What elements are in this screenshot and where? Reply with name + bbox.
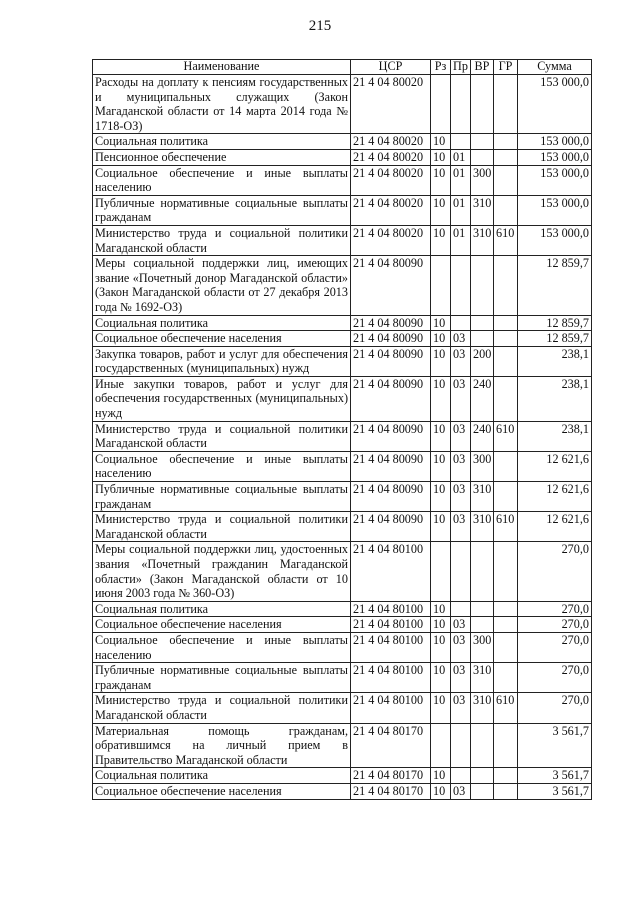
cell-pr: 01 [451, 225, 471, 255]
cell-vr [471, 149, 494, 165]
table-row [93, 331, 592, 347]
cell-csr: 21 4 04 80100 [351, 663, 431, 693]
cell-sum: 153 000,0 [518, 134, 592, 150]
cell-name: Министерство труда и социальной политики Магаданской области [93, 225, 351, 255]
cell-name: Социальная политика [93, 601, 351, 617]
cell-pr: 03 [451, 421, 471, 451]
cell-sum: 270,0 [518, 663, 592, 693]
cell-vr: 310 [471, 512, 494, 542]
cell-vr: 300 [471, 451, 494, 481]
cell-pr: 03 [451, 346, 471, 376]
table-row [93, 451, 592, 481]
cell-name: Публичные нормативные социальные выплаты гражданам [93, 482, 351, 512]
cell-pr: 01 [451, 195, 471, 225]
cell-csr: 21 4 04 80100 [351, 617, 431, 633]
table-row [93, 149, 592, 165]
cell-name: Социальное обеспечение населения [93, 331, 351, 347]
cell-rz [431, 256, 451, 315]
cell-rz [431, 75, 451, 134]
cell-pr: 03 [451, 663, 471, 693]
cell-vr: 310 [471, 482, 494, 512]
cell-gr: 610 [494, 421, 518, 451]
cell-csr: 21 4 04 80100 [351, 693, 431, 723]
cell-rz: 10 [431, 482, 451, 512]
cell-rz: 10 [431, 376, 451, 421]
cell-sum: 270,0 [518, 542, 592, 601]
cell-name: Публичные нормативные социальные выплаты гражданам [93, 195, 351, 225]
cell-gr [494, 315, 518, 331]
header-name: Наименование [93, 60, 351, 75]
cell-sum: 238,1 [518, 376, 592, 421]
cell-sum: 270,0 [518, 693, 592, 723]
cell-rz: 10 [431, 331, 451, 347]
cell-sum: 12 621,6 [518, 482, 592, 512]
table-row [93, 134, 592, 150]
cell-csr: 21 4 04 80020 [351, 149, 431, 165]
table-row [93, 195, 592, 225]
cell-vr: 200 [471, 346, 494, 376]
cell-vr: 300 [471, 165, 494, 195]
cell-pr: 03 [451, 331, 471, 347]
cell-rz: 10 [431, 134, 451, 150]
cell-csr: 21 4 04 80020 [351, 134, 431, 150]
cell-pr: 01 [451, 149, 471, 165]
cell-vr: 310 [471, 195, 494, 225]
cell-gr [494, 451, 518, 481]
table-row [93, 632, 592, 662]
cell-rz: 10 [431, 601, 451, 617]
cell-sum: 270,0 [518, 617, 592, 633]
cell-name: Меры социальной поддержки лиц, имеющих звание «Почетный донор Магаданской области» (Закон Магаданской области от 27 декабря 2013 года № 1692-ОЗ) [93, 256, 351, 315]
cell-pr [451, 768, 471, 784]
cell-csr: 21 4 04 80090 [351, 512, 431, 542]
cell-vr [471, 768, 494, 784]
cell-pr: 01 [451, 165, 471, 195]
table-row [93, 482, 592, 512]
cell-sum: 153 000,0 [518, 149, 592, 165]
cell-sum: 12 859,7 [518, 331, 592, 347]
table-row [93, 663, 592, 693]
cell-rz [431, 542, 451, 601]
cell-pr: 03 [451, 783, 471, 799]
cell-gr [494, 331, 518, 347]
cell-csr: 21 4 04 80090 [351, 346, 431, 376]
table-row [93, 346, 592, 376]
cell-csr: 21 4 04 80090 [351, 421, 431, 451]
table-header-row [93, 60, 592, 75]
cell-pr: 03 [451, 376, 471, 421]
header-vr: ВР [471, 60, 494, 75]
cell-rz: 10 [431, 149, 451, 165]
cell-gr [494, 482, 518, 512]
cell-rz: 10 [431, 421, 451, 451]
cell-rz: 10 [431, 632, 451, 662]
cell-rz: 10 [431, 512, 451, 542]
cell-vr [471, 601, 494, 617]
cell-csr: 21 4 04 80090 [351, 376, 431, 421]
cell-pr [451, 315, 471, 331]
cell-csr: 21 4 04 80170 [351, 723, 431, 768]
cell-csr: 21 4 04 80020 [351, 225, 431, 255]
cell-gr [494, 134, 518, 150]
table-row [93, 693, 592, 723]
cell-pr: 03 [451, 632, 471, 662]
cell-gr [494, 723, 518, 768]
cell-vr [471, 75, 494, 134]
cell-name: Материальная помощь гражданам, обратившимся на личный прием в Правительство Магаданской области [93, 723, 351, 768]
cell-gr [494, 617, 518, 633]
table-row [93, 768, 592, 784]
table-row [93, 512, 592, 542]
cell-name: Иные закупки товаров, работ и услуг для обеспечения государственных (муниципальных) нужд [93, 376, 351, 421]
cell-gr [494, 632, 518, 662]
table-row [93, 723, 592, 768]
table-row [93, 225, 592, 255]
cell-pr: 03 [451, 451, 471, 481]
table-row [93, 376, 592, 421]
cell-name: Министерство труда и социальной политики Магаданской области [93, 693, 351, 723]
cell-csr: 21 4 04 80090 [351, 256, 431, 315]
table-row [93, 315, 592, 331]
cell-gr [494, 165, 518, 195]
cell-gr [494, 346, 518, 376]
cell-sum: 153 000,0 [518, 165, 592, 195]
cell-rz: 10 [431, 315, 451, 331]
cell-sum: 238,1 [518, 421, 592, 451]
cell-pr: 03 [451, 512, 471, 542]
header-pr: Пр [451, 60, 471, 75]
header-sum: Сумма [518, 60, 592, 75]
cell-rz: 10 [431, 195, 451, 225]
cell-gr [494, 542, 518, 601]
cell-name: Социальное обеспечение и иные выплаты населению [93, 165, 351, 195]
cell-gr [494, 663, 518, 693]
cell-gr [494, 768, 518, 784]
cell-vr [471, 134, 494, 150]
cell-sum: 3 561,7 [518, 723, 592, 768]
cell-name: Министерство труда и социальной политики Магаданской области [93, 512, 351, 542]
cell-csr: 21 4 04 80100 [351, 632, 431, 662]
cell-sum: 12 859,7 [518, 315, 592, 331]
cell-name: Социальное обеспечение населения [93, 617, 351, 633]
cell-vr [471, 783, 494, 799]
cell-rz: 10 [431, 783, 451, 799]
cell-pr: 03 [451, 482, 471, 512]
cell-rz: 10 [431, 451, 451, 481]
cell-gr [494, 195, 518, 225]
cell-sum: 12 621,6 [518, 451, 592, 481]
cell-vr [471, 256, 494, 315]
cell-pr [451, 75, 471, 134]
cell-name: Министерство труда и социальной политики Магаданской области [93, 421, 351, 451]
cell-name: Социальное обеспечение и иные выплаты населению [93, 451, 351, 481]
cell-gr [494, 256, 518, 315]
cell-vr: 240 [471, 421, 494, 451]
table-row [93, 75, 592, 134]
cell-csr: 21 4 04 80100 [351, 601, 431, 617]
cell-vr: 310 [471, 663, 494, 693]
table-row [93, 256, 592, 315]
cell-gr [494, 376, 518, 421]
cell-pr [451, 723, 471, 768]
cell-pr [451, 256, 471, 315]
cell-name: Пенсионное обеспечение [93, 149, 351, 165]
table-row [93, 542, 592, 601]
header-gr: ГР [494, 60, 518, 75]
cell-csr: 21 4 04 80090 [351, 451, 431, 481]
cell-csr: 21 4 04 80020 [351, 165, 431, 195]
cell-vr: 310 [471, 225, 494, 255]
cell-pr: 03 [451, 693, 471, 723]
cell-pr: 03 [451, 617, 471, 633]
cell-name: Социальная политика [93, 134, 351, 150]
cell-rz: 10 [431, 617, 451, 633]
cell-csr: 21 4 04 80170 [351, 768, 431, 784]
cell-vr: 240 [471, 376, 494, 421]
table-row [93, 165, 592, 195]
cell-gr [494, 783, 518, 799]
cell-name: Публичные нормативные социальные выплаты гражданам [93, 663, 351, 693]
cell-csr: 21 4 04 80020 [351, 75, 431, 134]
cell-rz: 10 [431, 165, 451, 195]
cell-vr: 300 [471, 632, 494, 662]
page-number: 215 [308, 18, 332, 34]
cell-vr: 310 [471, 693, 494, 723]
header-csr: ЦСР [351, 60, 431, 75]
cell-sum: 12 621,6 [518, 512, 592, 542]
cell-name: Социальная политика [93, 315, 351, 331]
cell-vr [471, 331, 494, 347]
cell-rz: 10 [431, 693, 451, 723]
cell-sum: 153 000,0 [518, 75, 592, 134]
cell-csr: 21 4 04 80090 [351, 482, 431, 512]
cell-sum: 153 000,0 [518, 225, 592, 255]
cell-name: Социальная политика [93, 768, 351, 784]
cell-vr [471, 723, 494, 768]
cell-name: Социальное обеспечение населения [93, 783, 351, 799]
cell-gr: 610 [494, 512, 518, 542]
cell-pr [451, 134, 471, 150]
cell-sum: 270,0 [518, 632, 592, 662]
cell-rz: 10 [431, 225, 451, 255]
cell-gr [494, 75, 518, 134]
cell-csr: 21 4 04 80100 [351, 542, 431, 601]
cell-sum: 270,0 [518, 601, 592, 617]
cell-csr: 21 4 04 80090 [351, 315, 431, 331]
table-row [93, 601, 592, 617]
cell-vr [471, 617, 494, 633]
cell-csr: 21 4 04 80170 [351, 783, 431, 799]
table-row [93, 617, 592, 633]
table-row [93, 783, 592, 799]
cell-gr [494, 149, 518, 165]
cell-name: Расходы на доплату к пенсиям государственных и муниципальных служащих (Закон Магаданской области от 14 марта 2014 года № 1718-ОЗ) [93, 75, 351, 134]
cell-rz: 10 [431, 663, 451, 693]
cell-name: Социальное обеспечение и иные выплаты населению [93, 632, 351, 662]
cell-sum: 153 000,0 [518, 195, 592, 225]
cell-csr: 21 4 04 80020 [351, 195, 431, 225]
header-rz: Рз [431, 60, 451, 75]
cell-sum: 3 561,7 [518, 783, 592, 799]
cell-rz: 10 [431, 346, 451, 376]
cell-sum: 238,1 [518, 346, 592, 376]
cell-pr [451, 601, 471, 617]
cell-gr: 610 [494, 225, 518, 255]
cell-sum: 12 859,7 [518, 256, 592, 315]
cell-name: Закупка товаров, работ и услуг для обеспечения государственных (муниципальных) нужд [93, 346, 351, 376]
cell-vr [471, 542, 494, 601]
cell-gr [494, 601, 518, 617]
cell-vr [471, 315, 494, 331]
cell-sum: 3 561,7 [518, 768, 592, 784]
budget-table [92, 59, 592, 800]
table-row [93, 421, 592, 451]
cell-rz [431, 723, 451, 768]
cell-gr: 610 [494, 693, 518, 723]
cell-name: Меры социальной поддержки лиц, удостоенных звания «Почетный гражданин Магаданской области» (Закон Магаданской области от 10 июня 2003 года № 360-ОЗ) [93, 542, 351, 601]
cell-csr: 21 4 04 80090 [351, 331, 431, 347]
cell-rz: 10 [431, 768, 451, 784]
cell-pr [451, 542, 471, 601]
